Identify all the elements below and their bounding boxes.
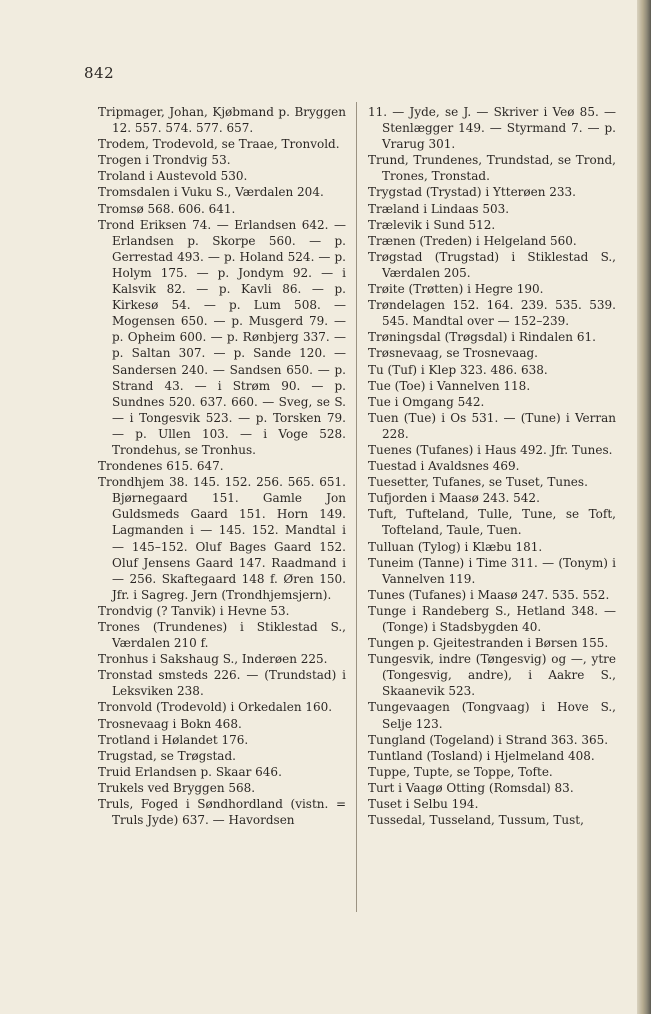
index-entry: Turt i Vaagø Otting (Romsdal) 83. <box>368 780 574 795</box>
index-entry: Tuestad i Avaldsnes 469. <box>368 459 520 474</box>
index-entry: Træland i Lindaas 503. <box>368 201 510 216</box>
index-entry: Trælevik i Sund 512. <box>368 217 496 232</box>
index-column-left <box>98 104 346 828</box>
index-entry: Trodem, Trodevold, se Traae, Tronvold. <box>98 137 340 152</box>
index-entry: Trukels ved Bryggen 568. <box>98 780 256 795</box>
index-entry: Tuneim (Tanne) i Time 311. — (Tonym) i Vannelven 119. <box>368 555 616 586</box>
index-entry: Trosnevaag i Bokn 468. <box>98 716 242 731</box>
index-entry: Tunes (Tufanes) i Maasø 247. 535. 552. <box>368 587 610 602</box>
index-entry: Trones (Trundenes) i Stiklestad S., Værdalen 210 f. <box>98 620 346 651</box>
index-entry: Tu (Tuf) i Klep 323. 486. 638. <box>368 362 548 377</box>
index-entry: Tufjorden i Maasø 243. 542. <box>368 491 540 506</box>
page-number: 842 <box>84 64 115 82</box>
index-entry: Tuft, Tufteland, Tulle, Tune, se Toft, Tofteland, Taule, Tuen. <box>368 507 616 538</box>
index-entry: Tuset i Selbu 194. <box>368 797 479 812</box>
index-entry: Troland i Austevold 530. <box>98 169 248 184</box>
index-entry: Tronhus i Sakshaug S., Inderøen 225. <box>98 652 328 667</box>
index-entry: Tunge i Randeberg S., Hetland 348. — (Tonge) i Stadsbygden 40. <box>368 603 616 634</box>
index-entry: Trugstad, se Trøgstad. <box>98 748 236 763</box>
index-entry: Tuen (Tue) i Os 531. — (Tune) i Verran 228. <box>368 410 616 441</box>
index-entry: Tue (Toe) i Vannelven 118. <box>368 378 531 393</box>
index-entry: Tripmager, Johan, Kjøbmand p. Bryggen 12. 557. 574. 577. 657. <box>98 105 346 136</box>
index-entry: Trondhjem 38. 145. 152. 256. 565. 651. Bjørnegaard 151. Gamle Jon Guldsmeds Gaard 151. Horn 149. Lagmanden i — 145. 152. Mandtal i — 145–152. Oluf Bages Gaard 152. Oluf Jensens Gaard 147. Raadmand i — 256. Skaftegaard 148 f. Øren 150. Jfr. i Sagreg. Jern (Trondhjemsjern). <box>98 475 346 602</box>
index-entry: Tungevaagen (Tongvaag) i Hove S., Selje 123. <box>368 700 616 731</box>
index-entry: 11. — Jyde, se J. — Skriver i Veø 85. — Stenlægger 149. — Styrmand 7. — p. Vrarug 301. <box>368 105 616 152</box>
index-entry: Tronvold (Trodevold) i Orkedalen 160. <box>98 700 333 715</box>
index-entry: Trøite (Trøtten) i Hegre 190. <box>368 282 544 297</box>
index-entry: Tungen p. Gjeitestranden i Børsen 155. <box>368 636 609 651</box>
index-entry: Trund, Trundenes, Trundstad, se Trond, Trones, Tronstad. <box>368 153 616 184</box>
index-entry: Tungesvik, indre (Tøngesvig) og —, ytre (Tongesvig, andre), i Aakre S., Skaanevik 523. <box>368 652 616 699</box>
index-entry: Tulluan (Tylog) i Klæbu 181. <box>368 539 543 554</box>
index-entry: Trondvig (? Tanvik) i Hevne 53. <box>98 603 290 618</box>
index-entry: Trøgstad (Trugstad) i Stiklestad S., Værdalen 205. <box>368 249 616 280</box>
index-entry: Trænen (Treden) i Helgeland 560. <box>368 233 577 248</box>
index-entry: Tromsdalen i Vuku S., Værdalen 204. <box>98 185 324 200</box>
index-entry: Trond Eriksen 74. — Erlandsen 642. — Erlandsen p. Skorpe 560. — p. Gerrestad 493. — p. Holand 524. — p. Holym 175. — p. Jondym 92. — i Kalsvik 82. — p. Kavli 86. — p. Kirkesø 54. — p. Lum 508. — Mogensen 650. — p. Musgerd 79. — p. Opheim 600. — p. Rønbjerg 337. — p. Saltan 307. — p. Sande 120. — Sandersen 240. — Sandsen 650. — p. Strand 43. — i Strøm 90. — p. Sundnes 520. 637. 660. — Sveg, se S. — i Tongesvik 523. — p. Torsken 79. — p. Ullen 103. — i Voge 528. Trondehus, se Tronhus. <box>98 217 346 457</box>
index-entry: Tungland (Togeland) i Strand 363. 365. <box>368 732 609 747</box>
page-edge-shadow <box>637 0 651 1014</box>
index-entry: Trygstad (Trystad) i Ytterøen 233. <box>368 185 576 200</box>
index-entry: Trøsnevaag, se Trosnevaag. <box>368 346 538 361</box>
index-entry: Truls, Foged i Søndhordland (vistn. = Truls Jyde) 637. — Havordsen <box>98 797 346 828</box>
index-entry: Tuppe, Tupte, se Toppe, Tofte. <box>368 764 553 779</box>
index-entry: Tue i Omgang 542. <box>368 394 485 409</box>
index-entry: Tronstad smsteds 226. — (Trundstad) i Leksviken 238. <box>98 668 346 699</box>
index-entry: Tromsø 568. 606. 641. <box>98 201 236 216</box>
index-entry: Tussedal, Tusseland, Tussum, Tust, <box>368 813 584 828</box>
index-entry: Tuenes (Tufanes) i Haus 492. Jfr. Tunes. <box>368 442 613 457</box>
index-entry: Truid Erlandsen p. Skaar 646. <box>98 764 282 779</box>
index-entry: Tuesetter, Tufanes, se Tuset, Tunes. <box>368 475 588 490</box>
index-entry: Trogen i Trondvig 53. <box>98 153 231 168</box>
index-entry: Trøningsdal (Trøgsdal) i Rindalen 61. <box>368 330 596 345</box>
index-entry: Tuntland (Tosland) i Hjelmeland 408. <box>368 748 595 763</box>
index-entry: Trondenes 615. 647. <box>98 459 224 474</box>
index-entry: Trøndelagen 152. 164. 239. 535. 539. 545. Mandtal over — 152–239. <box>368 298 616 329</box>
index-entry: Trotland i Hølandet 176. <box>98 732 249 747</box>
column-divider <box>356 102 357 912</box>
index-column-right <box>368 104 616 828</box>
